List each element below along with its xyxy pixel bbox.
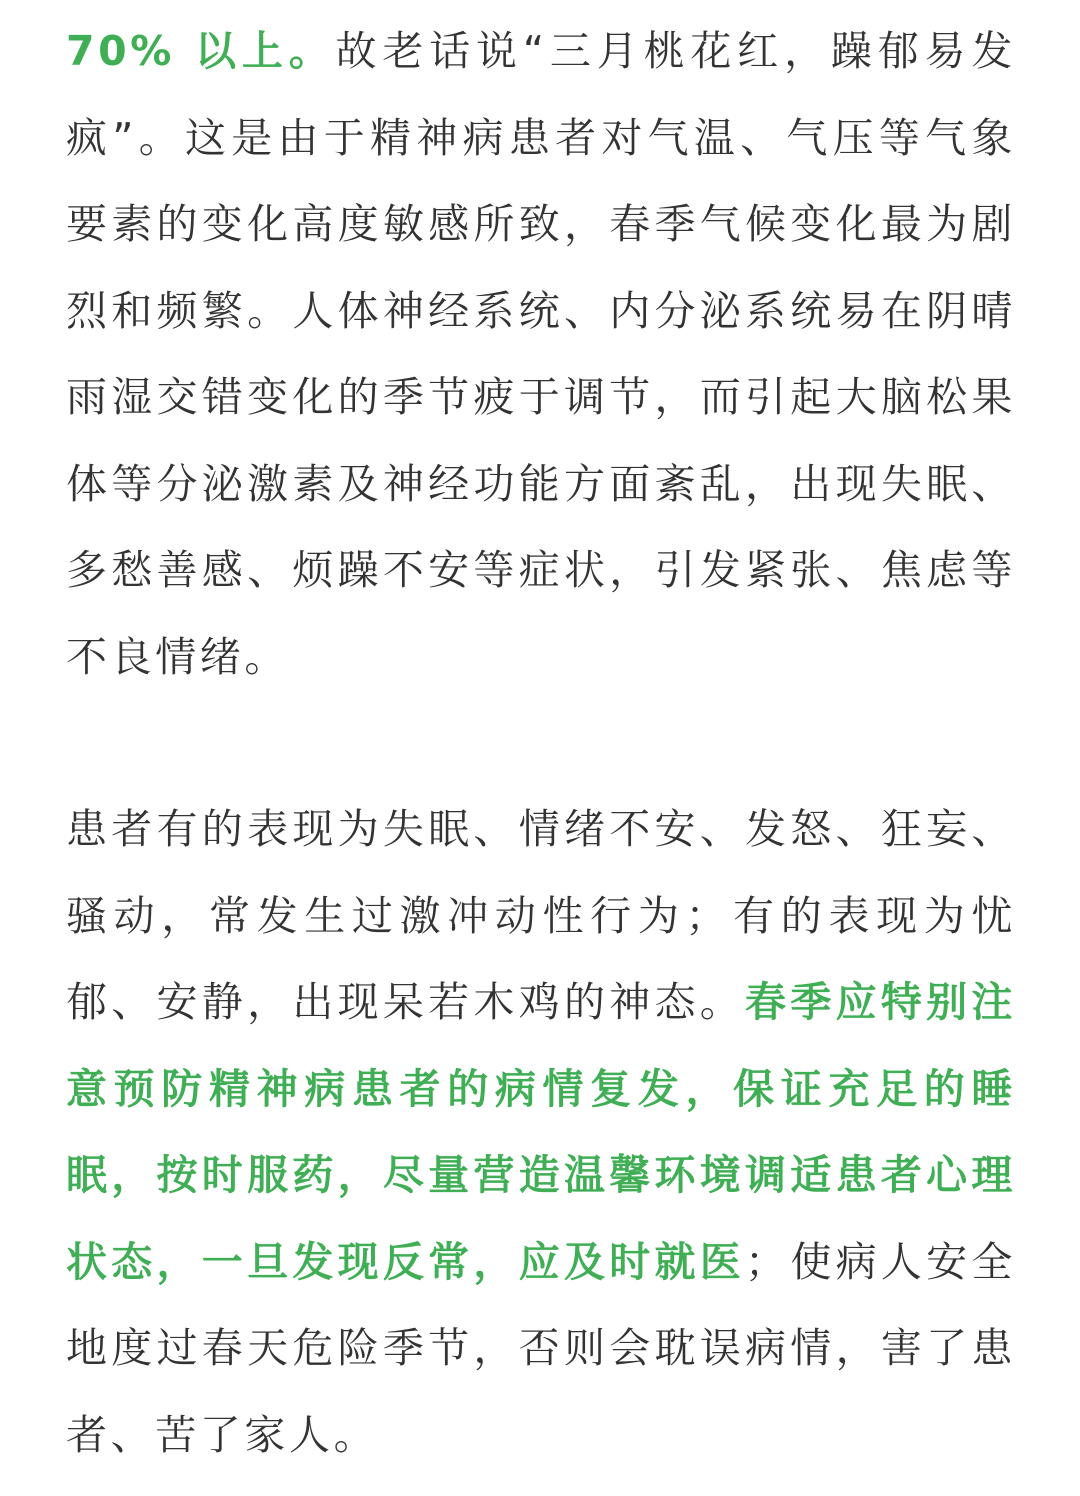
article-body [66, 8, 1016, 1478]
paragraph-2-text-before: 患者有的表现为失眠、情绪不安、发怒、狂妄、骚动，常发生过激冲动性行为；有的表现为忧郁、安静，出现呆若木鸡的神态。 [66, 805, 1016, 1026]
paragraph-2 [66, 786, 1016, 1478]
highlight-advice: 春季应特别注意预防精神病患者的病情复发，保证充足的睡眠，按时服药，尽量营造温馨环境调适患者心理状态，一旦发现反常，应及时就医 [66, 978, 1016, 1286]
paragraph-1-text: 故老话说“三月桃花红，躁郁易发疯”。这是由于精神病患者对气温、气压等气象要素的变化高度敏感所致，春季气候变化最为剧烈和频繁。人体神经系统、内分泌系统易在阴晴雨湿交错变化的季节疲于调节，而引起大脑松果体等分泌激素及神经功能方面紊乱，出现失眠、多愁善感、烦躁不安等症状，引发紧张、焦虑等不良情绪。 [66, 27, 1016, 681]
highlight-statistic: 70% 以上。 [66, 27, 336, 75]
paragraph-1 [66, 8, 1016, 700]
paragraph-2-text-after: ；使病人安全地度过春天危险季节，否则会耽误病情，害了患者、苦了家人。 [66, 1237, 1016, 1459]
